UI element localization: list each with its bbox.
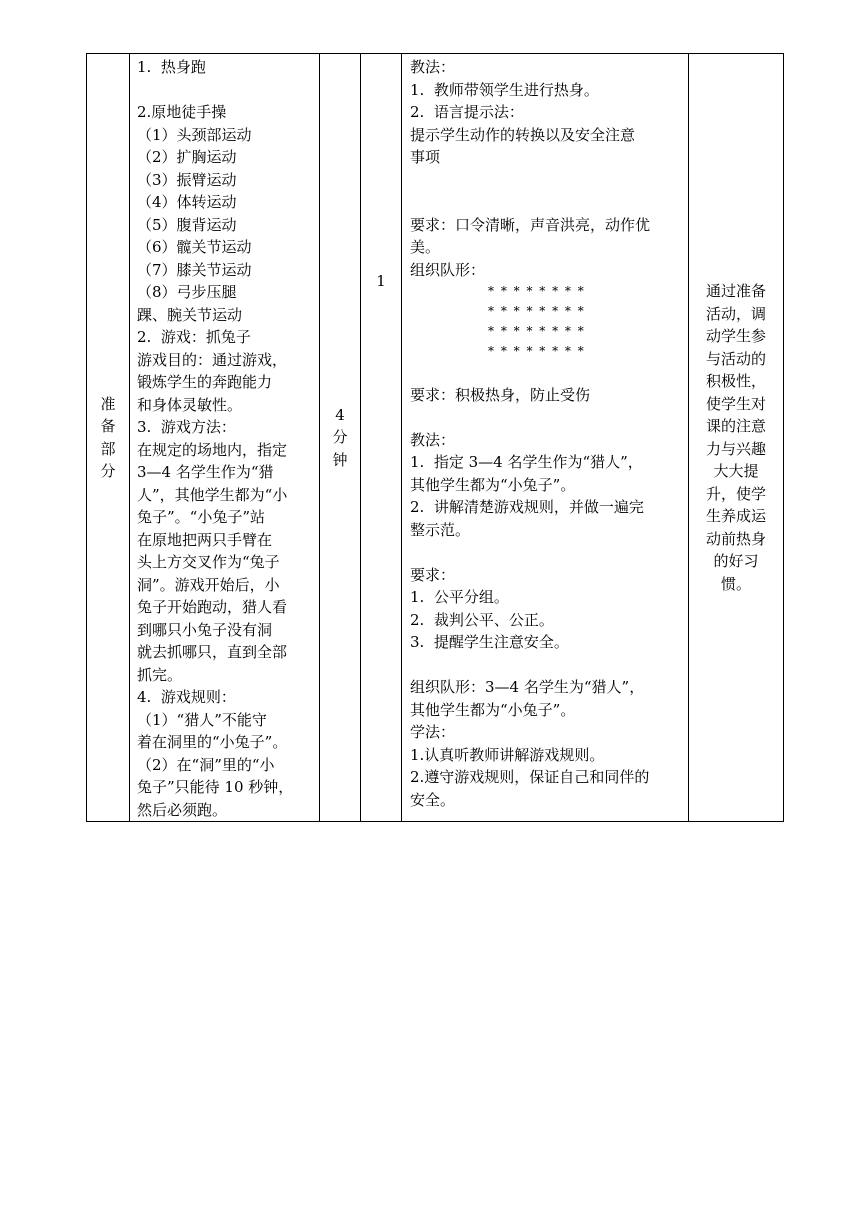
method-line (410, 406, 688, 429)
purpose-line: 动前热身 (705, 529, 766, 548)
purpose-line: 使学生对 (705, 394, 766, 413)
content-line: （7）膝关节运动 (137, 260, 252, 279)
purpose-line: 活动，调 (705, 304, 766, 323)
method-line: 其他学生都为“小兔子”。 (410, 475, 576, 494)
content-line: （3）振臂运动 (137, 170, 237, 189)
content-line: 到哪只小兔子没有洞 (137, 620, 273, 639)
time-label: 4分钟 (332, 405, 348, 469)
content-line: （4）体转运动 (137, 193, 237, 211)
method-line: 整示范。 (410, 520, 471, 539)
method-line: 3. 提醒学生注意安全。 (410, 633, 569, 651)
method-line: 美。 (410, 238, 441, 256)
method-line (410, 541, 688, 564)
purpose-line: 积极性， (705, 372, 766, 390)
formation-diagram (402, 281, 688, 361)
content-line: 2.原地徒手操 (137, 103, 227, 121)
content-line: 在规定的场地内，指定 (137, 440, 288, 459)
purpose-line: 生养成运 (705, 507, 766, 525)
method-line: 2.遵守游戏规则，保证自己和同伴的 (410, 768, 650, 786)
formation-row: * * * * * * * * (488, 344, 586, 358)
content-line: 3. 游戏方法： (137, 418, 236, 436)
content-line: （1）“猎人”不能守 (137, 710, 267, 729)
method-line: 2. 裁判公平、公正。 (410, 610, 554, 629)
purpose-line: 动学生参 (705, 327, 766, 345)
content-line: （8）弓步压腿 (137, 283, 237, 301)
formation-row: * * * * * * * * (488, 304, 586, 318)
content-line: （6）髋关节运动 (137, 238, 252, 256)
method-cell (402, 54, 689, 822)
content-line: 人”，其他学生都为“小 (137, 485, 288, 504)
content-line: 锻炼学生的奔跑能力 (137, 373, 273, 391)
purpose-cell (689, 54, 784, 822)
method-line (410, 361, 688, 384)
method-line: 提示学生动作的转换以及安全注意 (410, 125, 636, 144)
section-cell (87, 54, 130, 822)
method-line: 安全。 (410, 790, 456, 809)
content-line: 1. 热身跑 (137, 58, 206, 76)
method-line (410, 191, 688, 214)
method-line: 1. 教师带领学生进行热身。 (410, 80, 599, 99)
content-line: 着在洞里的“小兔子”。 (137, 733, 288, 751)
method-line (410, 169, 688, 192)
method-line: 2. 讲解清楚游戏规则，并做一遍完 (410, 498, 644, 516)
content-line: 头上方交叉作为“兔子 (137, 553, 280, 571)
content-line: 3—4 名学生作为“猎 (137, 463, 274, 481)
table-row (87, 54, 784, 822)
content-line: 和身体灵敏性。 (137, 395, 243, 414)
method-line: 1.认真听教师讲解游戏规则。 (410, 745, 605, 764)
method-line: 1. 指定 3—4 名学生作为“猎人”， (410, 453, 643, 471)
method-line: 要求： (410, 565, 456, 584)
content-line (137, 79, 319, 102)
content-line: 4. 游戏规则： (137, 688, 236, 706)
method-line: 其他学生都为“小兔子”。 (410, 700, 576, 719)
method-line: 组织队形：3—4 名学生为“猎人”， (410, 678, 645, 696)
method-line: 要求：积极热身，防止受伤 (410, 385, 591, 404)
content-line: 兔子”只能待 10 秒钟， (137, 778, 294, 796)
purpose-line: 通过准备 (705, 282, 766, 300)
content-line: （1）头颈部运动 (137, 125, 252, 144)
content-line: 在原地把两只手臂在 (137, 530, 273, 549)
formation-row: * * * * * * * * (488, 284, 586, 298)
content-line: 抓完。 (137, 665, 183, 684)
purpose-line: 惯。 (720, 574, 751, 593)
content-line: 踝、腕关节运动 (137, 305, 243, 324)
purpose-line: 力与兴趣 (705, 439, 766, 458)
content-line: （2）在“洞”里的“小 (137, 755, 275, 774)
method-line: 教法： (410, 58, 456, 76)
content-line: （2）扩胸运动 (137, 148, 237, 166)
content-line: （5）腹背运动 (137, 215, 237, 234)
method-line: 事项 (410, 148, 441, 166)
method-line: 学法： (410, 723, 456, 741)
count-cell (361, 54, 402, 822)
time-cell (320, 54, 361, 822)
lesson-plan-table (86, 53, 784, 822)
content-line: 然后必须跑。 (137, 800, 228, 819)
method-line: 1. 公平分组。 (410, 588, 509, 606)
content-line: 兔子开始跑动，猎人看 (137, 598, 288, 616)
purpose-line: 的好习 (713, 552, 759, 570)
method-text-top (402, 54, 688, 281)
content-cell (130, 54, 320, 822)
purpose-line: 升，使学 (705, 484, 766, 503)
purpose-line: 与活动的 (705, 349, 766, 368)
method-line: 要求：口令清晰，声音洪亮，动作优 (410, 215, 651, 234)
method-line (410, 654, 688, 677)
content-line: 2. 游戏：抓兔子 (137, 328, 251, 346)
count-label: 1 (376, 272, 386, 290)
content-line: 兔子”。“小兔子”站 (137, 508, 266, 526)
method-line: 2. 语言提示法： (410, 103, 524, 121)
formation-row: * * * * * * * * (488, 324, 586, 338)
purpose-text (689, 280, 783, 595)
purpose-line: 大大提 (713, 462, 759, 480)
purpose-line: 课的注意 (705, 417, 766, 435)
content-text (130, 54, 319, 821)
content-line: 就去抓哪只，直到全部 (137, 643, 288, 661)
method-line: 组织队形： (410, 260, 486, 279)
section-label: 准备部分 (100, 394, 116, 480)
content-line: 洞”。游戏开始后，小 (137, 575, 280, 594)
method-text-bottom (402, 361, 688, 811)
method-line: 教法： (410, 430, 456, 449)
content-line: 游戏目的：通过游戏， (137, 350, 288, 369)
